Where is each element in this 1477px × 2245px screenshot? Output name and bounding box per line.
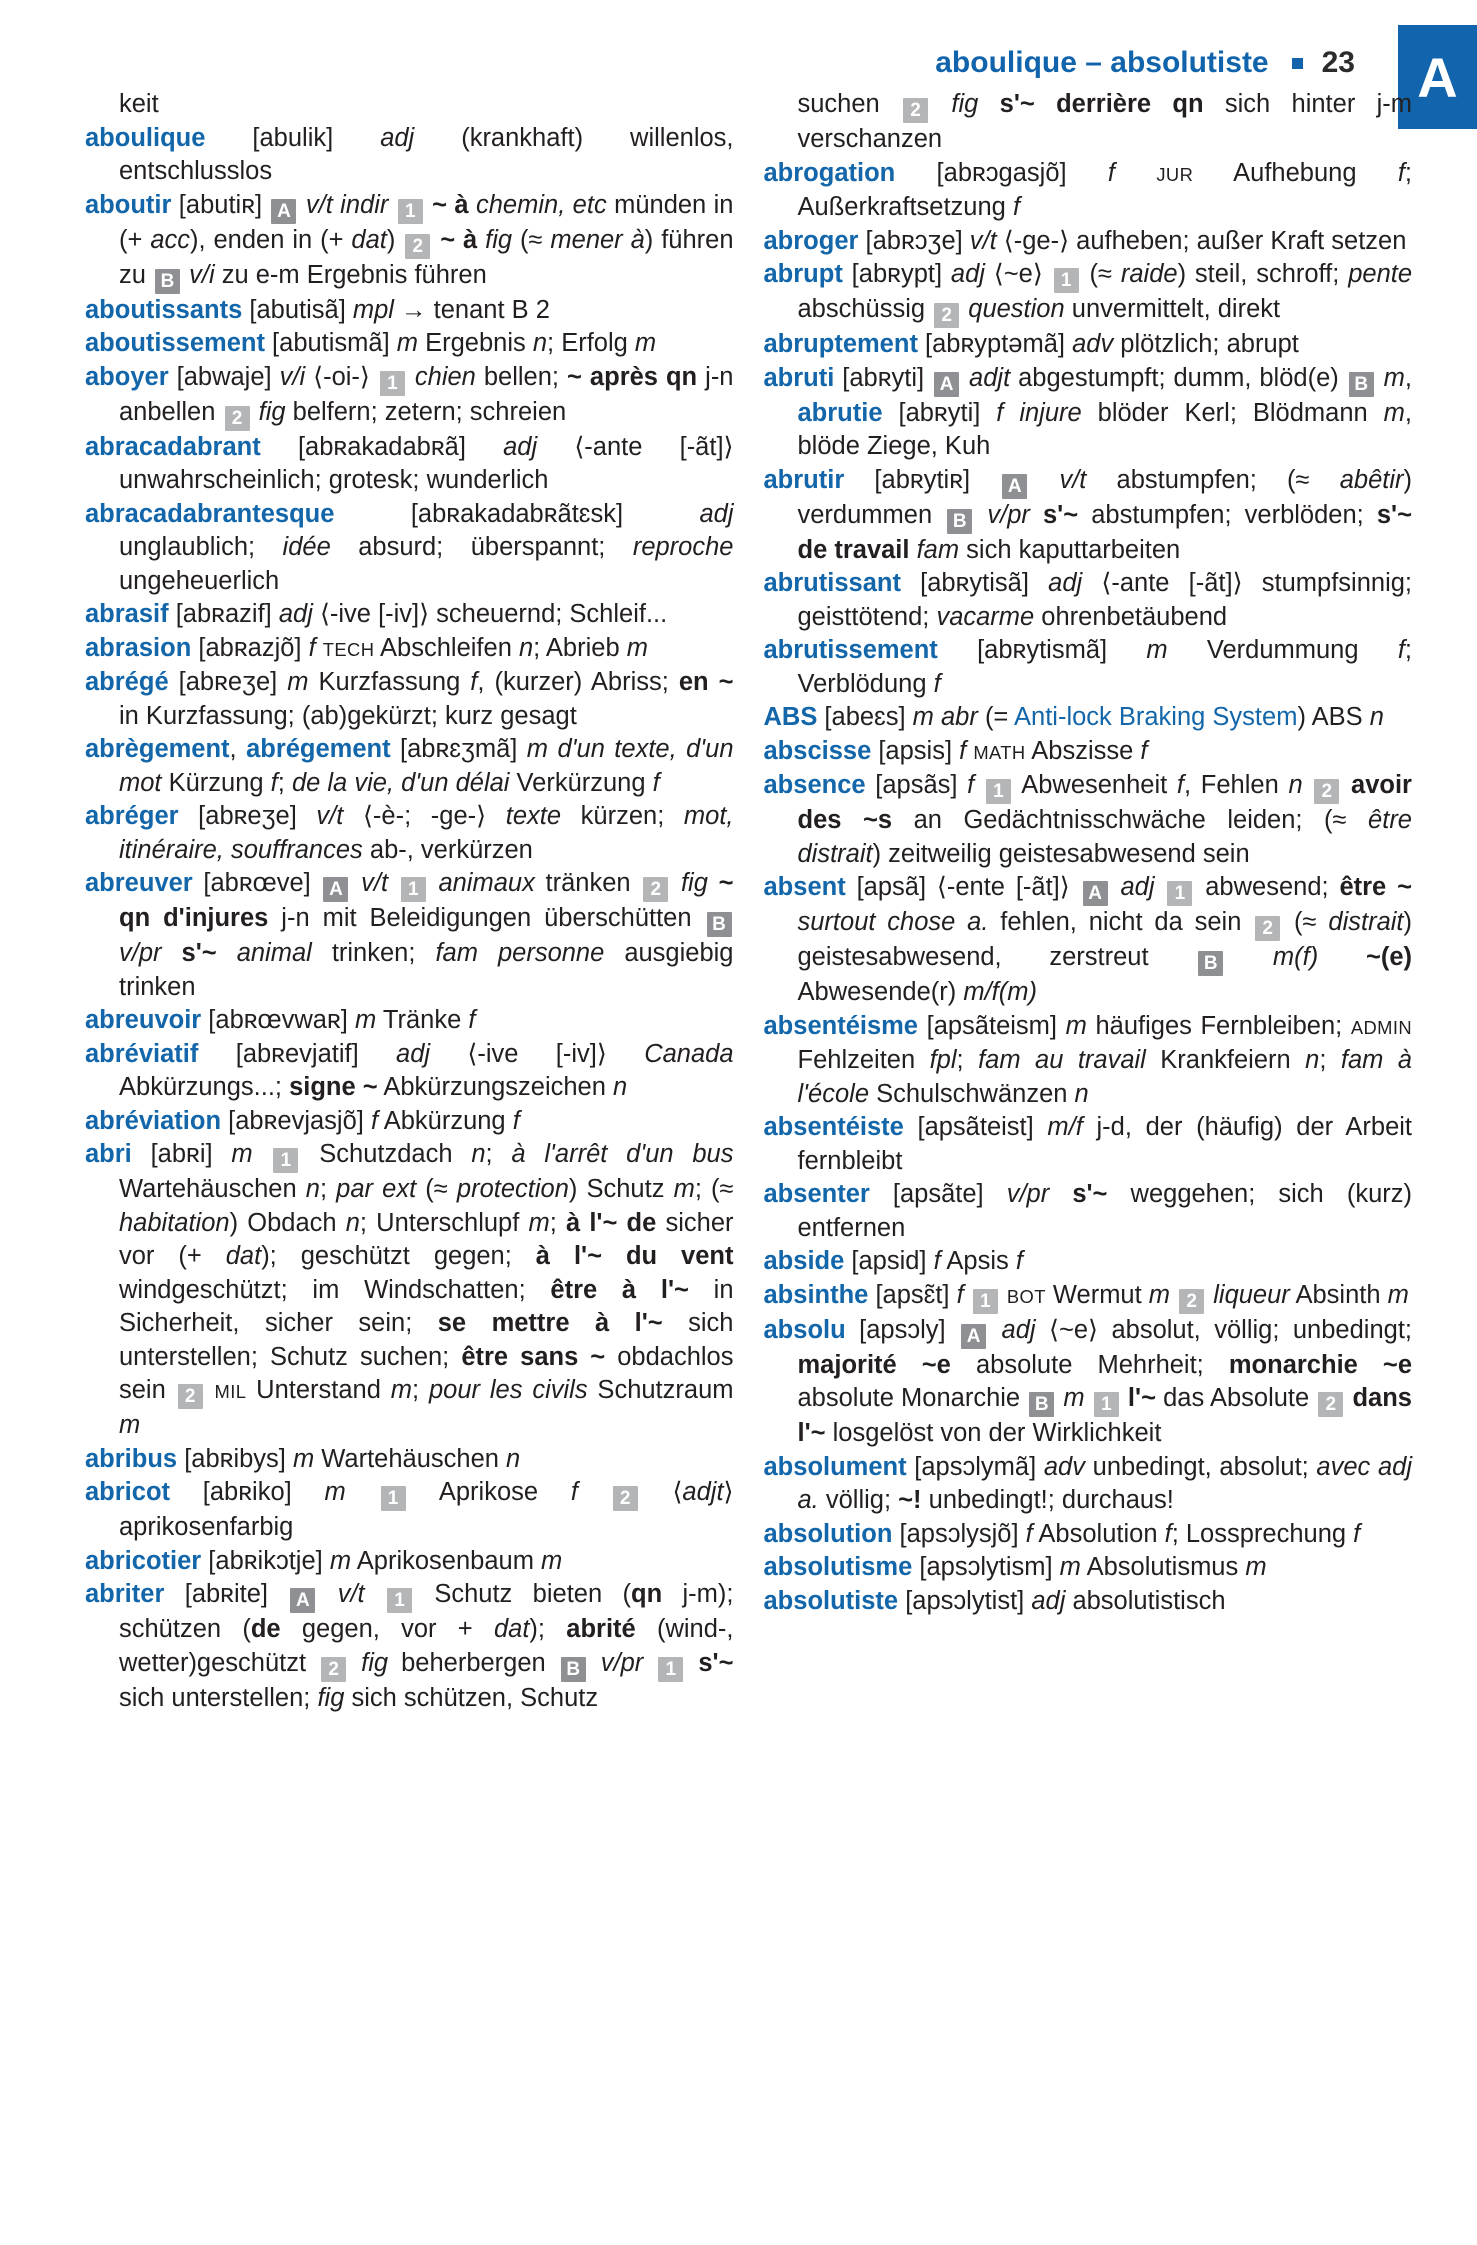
header-separator-square — [1292, 58, 1303, 69]
cross-reference: Anti-lock Braking System — [1014, 703, 1298, 731]
sense-number-marker: 2 — [1179, 1289, 1204, 1314]
sense-number-marker: 1 — [398, 199, 423, 224]
dictionary-entry: absent [apsã] ⟨-ente [-ãt]⟩ A adj 1 abwesend; être ~ surtout chose a. fehlen, nicht da sein 2 (≈ distrait) geistesabwesend, zerstreut B m(f) ~(e) Abwesende(r) m/f(m) — [763, 873, 1412, 1006]
structure-marker: A — [290, 1588, 315, 1613]
structure-marker: A — [1083, 881, 1108, 906]
dictionary-entry: absolution [apsɔlysjõ] f Absolution f; Lossprechung f — [763, 1519, 1361, 1548]
sense-number-marker: 1 — [273, 1148, 298, 1173]
headword: absinthe — [763, 1280, 869, 1309]
dictionary-entry: abrègement, abrégement [abʀɛʒmã] m d'un texte, d'un mot Kürzung f; de la vie, d'un délai Verkürzung f — [85, 735, 734, 797]
sense-number-marker: 2 — [643, 877, 668, 902]
headword: absent — [763, 873, 846, 901]
dictionary-entry: abri [abʀi] m 1 Schutzdach n; à l'arrêt d'un bus Wartehäuschen n; par ext (≈ protection) Schutz m; (≈ habitation) Obdach n; Unterschlupf m; à l'~ de sicher vor (+ dat); geschützt gegen; à l'~ du vent windgeschützt; im Windschatten; être à l'~ in Sicherheit, sicher sein; se mettre à l'~ sich unterstellen; Schutz suchen; être sans ~ obdachlos sein 2 MIL Unterstand m; pour les civils Schutzraum m — [85, 1140, 734, 1439]
structure-marker: A — [1002, 474, 1027, 499]
column-left — [85, 88, 734, 1715]
headword: abscisse — [763, 736, 872, 765]
headword: abruptement — [763, 330, 918, 358]
dictionary-entry: abréger [abʀeʒe] v/t ⟨-è-; -ge-⟩ texte kürzen; mot, itinéraire, souffrances ab-, verkürzen — [85, 802, 734, 864]
dictionary-entry: abricotier [abʀikɔtje] m Aprikosenbaum m — [85, 1546, 563, 1575]
dictionary-entry: aboyer [abwaje] v/i ⟨-oi-⟩ 1 chien bellen; ~ après qn j-n anbellen 2 fig belfern; zetern; schreien — [85, 362, 734, 429]
structure-marker: A — [271, 199, 296, 224]
entry-continuation: suchen 2 fig s'~ derrière qn sich hinter j-m verschanzen — [797, 90, 1413, 153]
headword: abroger — [763, 226, 859, 255]
structure-marker: A — [961, 1324, 986, 1349]
sense-number-marker: 1 — [401, 877, 426, 902]
structure-marker: A — [323, 877, 348, 902]
headword: abréviation — [85, 1106, 222, 1135]
sense-number-marker: 2 — [613, 1486, 638, 1511]
sense-number-marker: 2 — [321, 1657, 346, 1682]
sense-number-marker: 2 — [225, 406, 250, 431]
dictionary-entry: abruptement [abʀyptəmã] adv plötzlich; abrupt — [763, 330, 1299, 358]
sense-number-marker: 2 — [903, 98, 928, 123]
dictionary-entry: abside [apsid] f Apsis f — [763, 1247, 1023, 1275]
sense-number-marker: 1 — [387, 1588, 412, 1613]
headword: absolu — [763, 1315, 846, 1344]
structure-marker: B — [1349, 372, 1374, 397]
headword: abrupt — [763, 260, 843, 288]
headword: abrégement — [246, 735, 391, 763]
dictionary-entry: abscisse [apsis] f MATH Abszisse f — [763, 736, 1148, 765]
dictionary-entry: abreuvoir [abʀœvwaʀ] m Tränke f — [85, 1006, 476, 1034]
dictionary-entry: absence [apsãs] f 1 Abwesenheit f, Fehlen n 2 avoir des ~s an Gedächtnisschwäche leiden; (≈ être distrait) zeitweilig geistesabwesend sein — [763, 771, 1412, 868]
dictionary-entry: abrogation [abʀɔgasjõ] f JUR Aufhebung f; Außerkraftsetzung f — [763, 158, 1412, 221]
headword: abracadabrant — [85, 432, 261, 461]
sense-number-marker: 1 — [658, 1657, 683, 1682]
dictionary-entry: abricot [abʀiko] m 1 Aprikose f 2 ⟨adjt⟩ aprikosenfarbig — [85, 1478, 734, 1541]
headword: aboutissants — [85, 295, 243, 324]
sense-number-marker: 2 — [1314, 779, 1339, 804]
sense-number-marker: 1 — [381, 1486, 406, 1511]
header-word-range: aboulique – absolutiste — [935, 46, 1269, 79]
headword: abreuver — [85, 869, 193, 897]
headword: abruti — [763, 363, 835, 392]
headword: abricot — [85, 1478, 171, 1506]
headword: abri — [85, 1140, 132, 1168]
headword: absolution — [763, 1519, 893, 1548]
sense-number-marker: 1 — [973, 1289, 998, 1314]
dictionary-entry: aboulique [abulik] adj (krankhaft) willenlos, entschlusslos — [85, 123, 734, 185]
page-number: 23 — [1321, 46, 1355, 79]
structure-marker: B — [1198, 951, 1223, 976]
dictionary-entry: ABS [abeɛs] m abr (= Anti-lock Braking System) ABS n — [763, 703, 1384, 731]
dictionary-entry: abrutissement [abʀytismã] m Verdummung f; Verblödung f — [763, 636, 1412, 698]
headword: abrutie — [797, 398, 883, 427]
dictionary-entry: abrutissant [abʀytisã] adj ⟨-ante [-ãt]⟩ stumpfsinnig; geisttötend; vacarme ohrenbetäubend — [763, 569, 1412, 631]
structure-marker: B — [947, 509, 972, 534]
dictionary-entry: aboutir [abutiʀ] A v/t indir 1 ~ à chemin, etc münden in (+ acc), enden in (+ dat) 2 ~ à fig (≈ mener à) führen zu B v/i zu e-m Ergebnis führen — [85, 190, 734, 292]
column-right — [764, 88, 1413, 1715]
dictionary-entry: abrasif [abʀazif] adj ⟨-ive [-iv]⟩ scheuernd; Schleif... — [85, 600, 668, 628]
content-columns — [85, 88, 1412, 1715]
headword: aboyer — [85, 362, 169, 391]
dictionary-entry: absolument [apsɔlymã] adv unbedingt, absolut; avec adj a. völlig; ~! unbedingt!; durchaus! — [763, 1452, 1412, 1514]
headword: absence — [763, 771, 866, 799]
headword: abrasif — [85, 600, 169, 628]
page-header — [935, 46, 1355, 80]
headword: absolutiste — [763, 1586, 899, 1615]
subject-label: MATH — [973, 741, 1026, 763]
dictionary-entry: absolutisme [apsɔlytism] m Absolutismus m — [763, 1553, 1267, 1581]
structure-marker: B — [155, 269, 180, 294]
dictionary-entry: abruti [abʀyti] A adjt abgestumpft; dumm, blöd(e) B m, abrutie [abʀyti] f injure blöder Kerl; Blödmann m, blöde Ziege, Kuh — [763, 363, 1412, 460]
dictionary-entry: abracadabrant [abʀakadabʀã] adj ⟨-ante [-ãt]⟩ unwahrscheinlich; grotesk; wunderlich — [85, 432, 734, 494]
headword: aboulique — [85, 123, 206, 152]
structure-marker: B — [561, 1657, 586, 1682]
sense-number-marker: 2 — [405, 234, 430, 259]
headword: abrutir — [763, 465, 845, 494]
dictionary-entry: absentéisme [apsãteism] m häufiges Fernbleiben; ADMIN Fehlzeiten fpl; fam au travail Krankfeiern n; fam à l'école Schulschwänzen n — [763, 1011, 1413, 1108]
headword: abside — [763, 1247, 845, 1275]
subject-label: ADMIN — [1350, 1016, 1413, 1038]
headword: ABS — [763, 703, 818, 731]
headword: abréviatif — [85, 1039, 199, 1068]
headword: abreuvoir — [85, 1006, 202, 1034]
headword: abribus — [85, 1444, 178, 1473]
subject-label: JUR — [1156, 163, 1194, 185]
dictionary-entry: abribus [abʀibys] m Wartehäuschen n — [85, 1444, 521, 1473]
sense-number-marker: 2 — [1318, 1392, 1343, 1417]
headword: absolutisme — [763, 1553, 913, 1581]
headword: absentéiste — [763, 1113, 904, 1141]
headword: abracadabrantesque — [85, 499, 335, 528]
headword: abrégé — [85, 668, 169, 696]
structure-marker: B — [707, 912, 732, 937]
structure-marker: A — [934, 372, 959, 397]
letter-tab-label: A — [1417, 45, 1458, 109]
sense-number-marker: 1 — [1167, 881, 1192, 906]
headword: aboutissement — [85, 329, 265, 357]
dictionary-entry: abrégé [abʀeʒe] m Kurzfassung f, (kurzer) Abriss; en ~ in Kurzfassung; (ab)gekürzt; kurz gesagt — [85, 668, 734, 730]
dictionary-entry: aboutissants [abutisã] mpl → tenant B 2 — [85, 295, 550, 324]
headword: absolument — [763, 1452, 907, 1481]
dictionary-entry: abrutir [abʀytiʀ] A v/t abstumpfen; (≈ abêtir) verdummen B v/pr s'~ abstumpfen; verblöden; s'~ de travail fam sich kaputtarbeiten — [763, 465, 1412, 564]
structure-marker: B — [1029, 1392, 1054, 1417]
sense-number-marker: 1 — [1094, 1392, 1119, 1417]
dictionary-entry: abracadabrantesque [abʀakadabʀãtɛsk] adj unglaublich; idée absurd; überspannt; reproche ungeheuerlich — [85, 499, 734, 595]
dictionary-entry: absinthe [apsɛ̃t] f 1 BOT Wermut m 2 liqueur Absinth m — [763, 1280, 1409, 1312]
headword: abrutissant — [763, 569, 901, 597]
headword: abréger — [85, 802, 179, 830]
sense-number-marker: 2 — [934, 303, 959, 328]
headword: abrutissement — [763, 636, 938, 664]
entry-continuation: keit — [119, 90, 159, 118]
dictionary-entry: absolutiste [apsɔlytist] adj absolutistisch — [763, 1586, 1226, 1615]
subject-label: MIL — [214, 1381, 247, 1402]
headword: absentéisme — [763, 1011, 918, 1040]
dictionary-entry: abreuver [abʀœve] A v/t 1 animaux tränken 2 fig ~ qn d'injures j-n mit Beleidigungen überschütten B v/pr s'~ animal trinken; fam personne ausgiebig trinken — [85, 869, 734, 1001]
sense-number-marker: 2 — [1255, 916, 1280, 941]
dictionary-entry: abrupt [abʀypt] adj ⟨~e⟩ 1 (≈ raide) steil, schroff; pente abschüssig 2 question unvermittelt, direkt — [763, 260, 1413, 326]
headword: abrègement — [85, 735, 230, 763]
dictionary-entry: abréviation [abʀevjasjõ] f Abkürzung f — [85, 1106, 520, 1135]
sense-number-marker: 1 — [1054, 268, 1079, 293]
dictionary-entry: abréviatif [abʀevjatif] adj ⟨-ive [-iv]⟩ Canada Abkürzungs...; signe ~ Abkürzungszeichen n — [85, 1039, 734, 1101]
dictionary-entry: abroger [abʀɔʒe] v/t ⟨-ge-⟩ aufheben; außer Kraft setzen — [763, 226, 1407, 255]
dictionary-entry: absentéiste [apsãteist] m/f j-d, der (häufig) der Arbeit fernbleibt — [763, 1113, 1413, 1175]
dictionary-entry: absolu [apsɔly] A adj ⟨~e⟩ absolut, völlig; unbedingt; majorité ~e absolute Mehrheit; monarchie ~e absolute Monarchie B m 1 l'~ das Absolute 2 dans l'~ losgelöst von der Wirklichkeit — [763, 1315, 1412, 1447]
headword: abrogation — [763, 158, 896, 187]
sense-number-marker: 1 — [380, 371, 405, 396]
headword: abrasion — [85, 633, 192, 662]
headword: abricotier — [85, 1546, 202, 1575]
headword: abriter — [85, 1580, 165, 1608]
subject-label: TECH — [322, 638, 375, 660]
headword: aboutir — [85, 190, 172, 219]
dictionary-entry: aboutissement [abutismã] m Ergebnis n; Erfolg m — [85, 329, 657, 357]
dictionary-entry: abriter [abʀite] A v/t 1 Schutz bieten (qn j-m); schützen (de gegen, vor + dat); abrité (wind-, wetter)geschützt 2 fig beherbergen B v/pr 1 s'~ sich unterstellen; fig sich schützen, Schutz — [85, 1580, 734, 1712]
headword: absenter — [763, 1180, 870, 1208]
dictionary-entry: absenter [apsãte] v/pr s'~ weggehen; sich (kurz) entfernen — [763, 1180, 1412, 1242]
subject-label: BOT — [1006, 1285, 1046, 1307]
sense-number-marker: 1 — [986, 779, 1011, 804]
dictionary-entry: abrasion [abʀazjõ] f TECH Abschleifen n; Abrieb m — [85, 633, 648, 662]
sense-number-marker: 2 — [178, 1384, 203, 1409]
